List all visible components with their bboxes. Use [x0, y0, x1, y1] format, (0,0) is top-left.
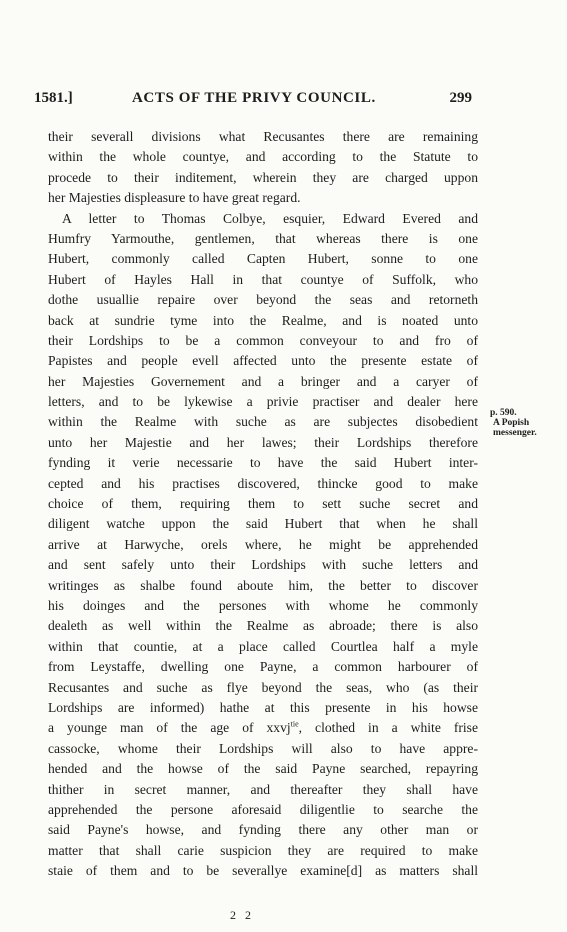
- text-line: Recusantes and suche as flye beyond the seas, who (as their: [48, 679, 478, 695]
- text-line: hended and the howse of the said Payne searched, repayring: [48, 761, 478, 777]
- text-line: Hubert, commonly called Capten Hubert, sonne to one: [48, 251, 478, 267]
- margin-note: [490, 408, 562, 438]
- text-line: staie of them and to be severallye examine[d] as matters shall: [48, 863, 478, 879]
- text-line: Lordships are informed) hathe at this presente in his howse: [48, 699, 478, 715]
- margin-label-line2: messenger.: [493, 428, 537, 438]
- margin-label-line1: A Popish: [493, 418, 530, 428]
- age-superscript: tie: [290, 719, 299, 729]
- text-line: from Leystaffe, dwelling one Payne, a common harbourer of: [48, 659, 478, 675]
- text-line: cassocke, whome their Lordships will also to have appre-: [48, 740, 478, 756]
- header-page-number: 299: [449, 90, 472, 106]
- text-line: Hubert of Hayles Hall in that countye of Suffolk, who: [48, 271, 478, 287]
- text-line: fynding it verie necessarie to have the said Hubert inter-: [48, 455, 478, 471]
- text-line: thither in secret manner, and thereafter they shall have: [48, 781, 478, 797]
- age-before: a younge man of the age of xxvj: [48, 720, 291, 736]
- text-line: her Majesties Governement and a bringer and a caryer of: [48, 373, 478, 389]
- text-line: their severall divisions what Recusantes there are remaining: [48, 129, 478, 144]
- text-line: Humfry Yarmouthe, gentlemen, that whereas there is one: [48, 230, 478, 246]
- text-line: apprehended the persone aforesaid diligentlie to searche the: [48, 801, 478, 817]
- text-line: letters, and to be lykewise a privie practiser and dealer here: [48, 394, 478, 410]
- text-line: their Lordships to be a common conveyour to and fro of: [48, 332, 478, 348]
- running-header: [34, 90, 472, 112]
- text-line: cepted and his practises discovered, thincke good to make: [48, 475, 478, 491]
- text-line: procede to their inditement, wherein they are charged uppon: [48, 169, 478, 185]
- text-line: within the Realme with suche as are subjectes disobedient: [48, 414, 478, 430]
- text-line: unto her Majestie and her lawes; their Lordships therefore: [48, 434, 478, 450]
- text-line-age: [48, 718, 478, 738]
- text-line: A letter to Thomas Colbye, esquier, Edward Evered and: [62, 210, 478, 226]
- body-text: [48, 127, 478, 881]
- text-line: dealeth as well within the Realme as abroade; there is also: [48, 618, 478, 634]
- text-line: within that countie, at a place called Courtlea half a myle: [48, 638, 478, 654]
- text-line: dothe usuallie repaire over beyond the seas and retorneth: [48, 292, 478, 308]
- text-line: back at sundrie tyme into the Realme, and is noated unto: [48, 312, 478, 328]
- text-line: said Payne's howse, and fynding there any other man or: [48, 822, 478, 838]
- text-line: his doinges and the persones with whome he commonly: [48, 597, 478, 613]
- text-line: her Majesties displeasure to have great regard.: [48, 190, 301, 206]
- text-line: choice of them, requiring them to sett suche secret and: [48, 496, 478, 512]
- text-line: writinges as shalbe found aboute him, the better to discover: [48, 577, 478, 593]
- text-line: and sent safely unto their Lordships with suche letters and: [48, 557, 478, 573]
- age-after: , clothed in a white frise: [298, 720, 478, 736]
- header-title: ACTS OF THE PRIVY COUNCIL.: [132, 90, 376, 106]
- header-year: 1581.]: [34, 90, 73, 106]
- text-line: diligent watche uppon the said Hubert that when he shall: [48, 516, 478, 532]
- text-line: Papistes and people evell affected unto the presente estate of: [48, 353, 478, 369]
- signature-mark: 2 2: [230, 908, 254, 922]
- text-line: arrive at Harwyche, orels where, he might be apprehended: [48, 536, 478, 552]
- text-line: within the whole countye, and according to the Statute to: [48, 149, 478, 165]
- text-line: matter that shall carie suspicion they are required to make: [48, 842, 478, 858]
- margin-page-ref: p. 590.: [490, 408, 517, 418]
